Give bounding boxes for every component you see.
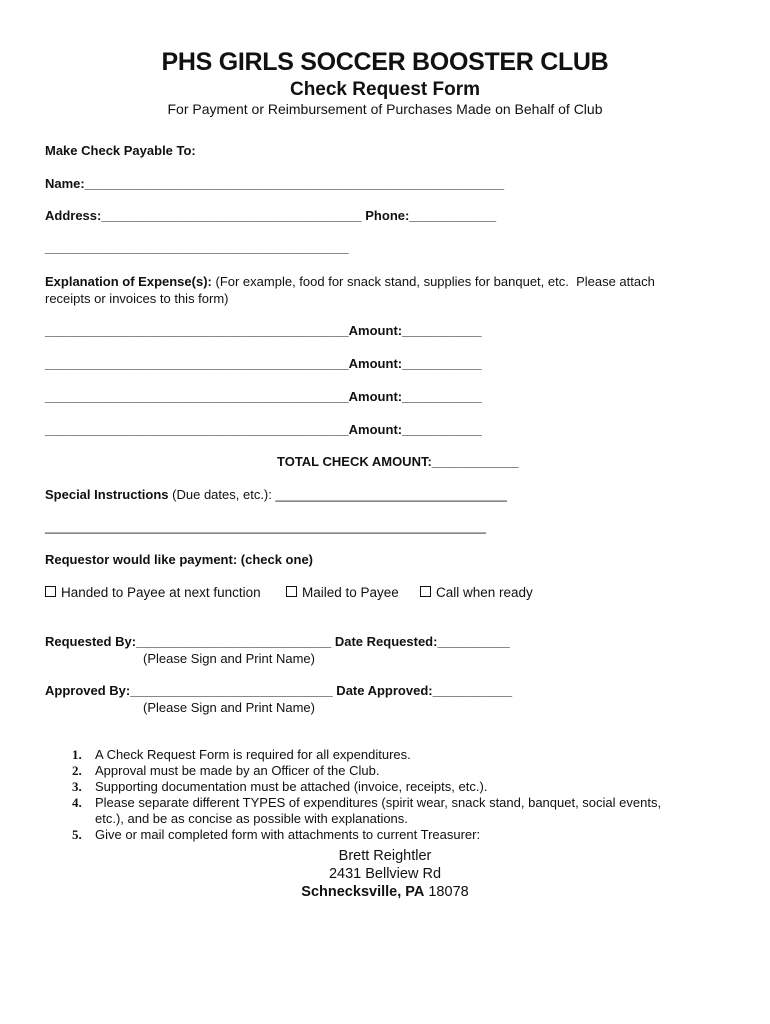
special-instructions-field-line2[interactable]: _____________________________________________________________ <box>45 519 487 534</box>
amount-field[interactable]: ___________ <box>402 389 482 404</box>
option-call-when-ready[interactable] <box>420 585 533 600</box>
form-tagline: For Payment or Reimbursement of Purchases Made on Behalf of Club <box>167 101 603 117</box>
date-approved-label: Date Approved: <box>332 683 433 698</box>
approved-by-field[interactable]: ____________________________ <box>130 683 333 698</box>
checkbox-icon[interactable] <box>45 586 56 597</box>
treasurer-street: 2431 Bellview Rd <box>328 866 442 882</box>
address-row <box>45 208 496 223</box>
list-number: 1. <box>72 747 82 762</box>
option-label: Mailed to Payee <box>302 585 399 600</box>
amount-field[interactable]: ___________ <box>402 356 482 371</box>
checkbox-icon[interactable] <box>286 586 297 597</box>
amount-label: Amount: <box>348 422 403 437</box>
date-requested-field[interactable]: __________ <box>437 634 510 649</box>
list-text: A Check Request Form is required for all expenditures. <box>95 747 411 762</box>
list-item <box>44 795 724 827</box>
treasurer-city: Schnecksville <box>301 884 398 900</box>
list-number: 2. <box>72 763 82 778</box>
approved-by-label: Approved By: <box>45 683 131 698</box>
special-instructions-note: (Due dates, etc.): <box>168 487 276 502</box>
payment-heading: Requestor would like payment: (check one) <box>45 552 313 567</box>
list-number: 4. <box>72 795 82 810</box>
expense-row <box>45 323 482 338</box>
requested-by-row <box>45 634 510 649</box>
requested-by-field[interactable]: ___________________________ <box>136 634 332 649</box>
list-item <box>44 747 724 763</box>
approved-sign-note: (Please Sign and Print Name) <box>143 700 315 715</box>
expense-description-field[interactable]: __________________________________________ <box>45 422 349 437</box>
expense-description-field[interactable]: __________________________________________ <box>45 323 349 338</box>
expense-heading-row <box>45 274 655 289</box>
list-item <box>44 779 724 795</box>
total-label: TOTAL CHECK AMOUNT: <box>277 454 432 469</box>
name-field[interactable]: __________________________________________________________ <box>84 176 505 191</box>
option-label: Handed to Payee at next function <box>61 585 261 600</box>
phone-field[interactable]: ____________ <box>409 208 497 223</box>
phone-label: Phone: <box>365 208 410 223</box>
form-subtitle: Check Request Form <box>289 79 481 100</box>
form-title: PHS GIRLS SOCCER BOOSTER CLUB <box>161 48 609 76</box>
name-label: Name: <box>45 176 85 191</box>
list-text: Please separate different TYPES of expenditures (spirit wear, snack stand, banquet, social events, <box>95 795 662 810</box>
list-number: 5. <box>72 827 82 842</box>
expense-description-field[interactable]: __________________________________________ <box>45 389 349 404</box>
date-approved-field[interactable]: ___________ <box>432 683 513 698</box>
checkbox-icon[interactable] <box>420 586 431 597</box>
list-text: Approval must be made by an Officer of the Club. <box>95 763 380 778</box>
address-field[interactable]: ____________________________________ <box>101 208 362 223</box>
special-instructions-field[interactable]: ________________________________ <box>275 487 507 502</box>
expense-heading: Explanation of Expense(s): <box>45 274 212 289</box>
expense-note: (For example, food for snack stand, supplies for banquet, etc. Please attach <box>211 274 655 289</box>
option-label: Call when ready <box>436 585 533 600</box>
address-field-line2[interactable]: __________________________________________ <box>45 240 349 255</box>
amount-label: Amount: <box>348 356 403 371</box>
list-text: Supporting documentation must be attached (invoice, receipts, etc.). <box>95 779 488 794</box>
expense-description-field[interactable]: __________________________________________ <box>45 356 349 371</box>
date-requested-label: Date Requested: <box>331 634 438 649</box>
list-number: 3. <box>72 779 82 794</box>
list-text: Give or mail completed form with attachments to current Treasurer: <box>95 827 481 842</box>
list-item <box>44 763 724 779</box>
approved-by-row <box>45 683 512 698</box>
treasurer-zip: 18078 <box>424 884 469 900</box>
amount-field[interactable]: ___________ <box>402 323 482 338</box>
amount-label: Amount: <box>348 389 403 404</box>
requested-by-label: Requested By: <box>45 634 137 649</box>
option-mailed-to-payee[interactable] <box>286 585 399 600</box>
list-text-continued: etc.), and be as concise as possible with explanations. <box>95 811 408 826</box>
expense-row <box>45 356 482 371</box>
expense-note-line2: receipts or invoices to this form) <box>45 291 229 306</box>
payee-heading: Make Check Payable To: <box>45 143 196 158</box>
total-amount-field[interactable]: ____________ <box>431 454 519 469</box>
treasurer-state: , PA <box>397 884 425 900</box>
expense-row <box>45 389 482 404</box>
address-label: Address: <box>45 208 102 223</box>
expense-row <box>45 422 482 437</box>
option-handed-to-payee[interactable] <box>45 585 261 600</box>
total-row <box>277 454 519 469</box>
amount-field[interactable]: ___________ <box>402 422 482 437</box>
name-row <box>45 176 504 191</box>
treasurer-name: Brett Reightler <box>338 848 432 864</box>
amount-label: Amount: <box>348 323 403 338</box>
list-item <box>44 827 724 843</box>
special-instructions-label: Special Instructions <box>45 487 169 502</box>
treasurer-city-line <box>0 884 770 900</box>
requested-sign-note: (Please Sign and Print Name) <box>143 651 315 666</box>
special-instructions-row <box>45 487 507 502</box>
instructions-list <box>44 747 724 843</box>
